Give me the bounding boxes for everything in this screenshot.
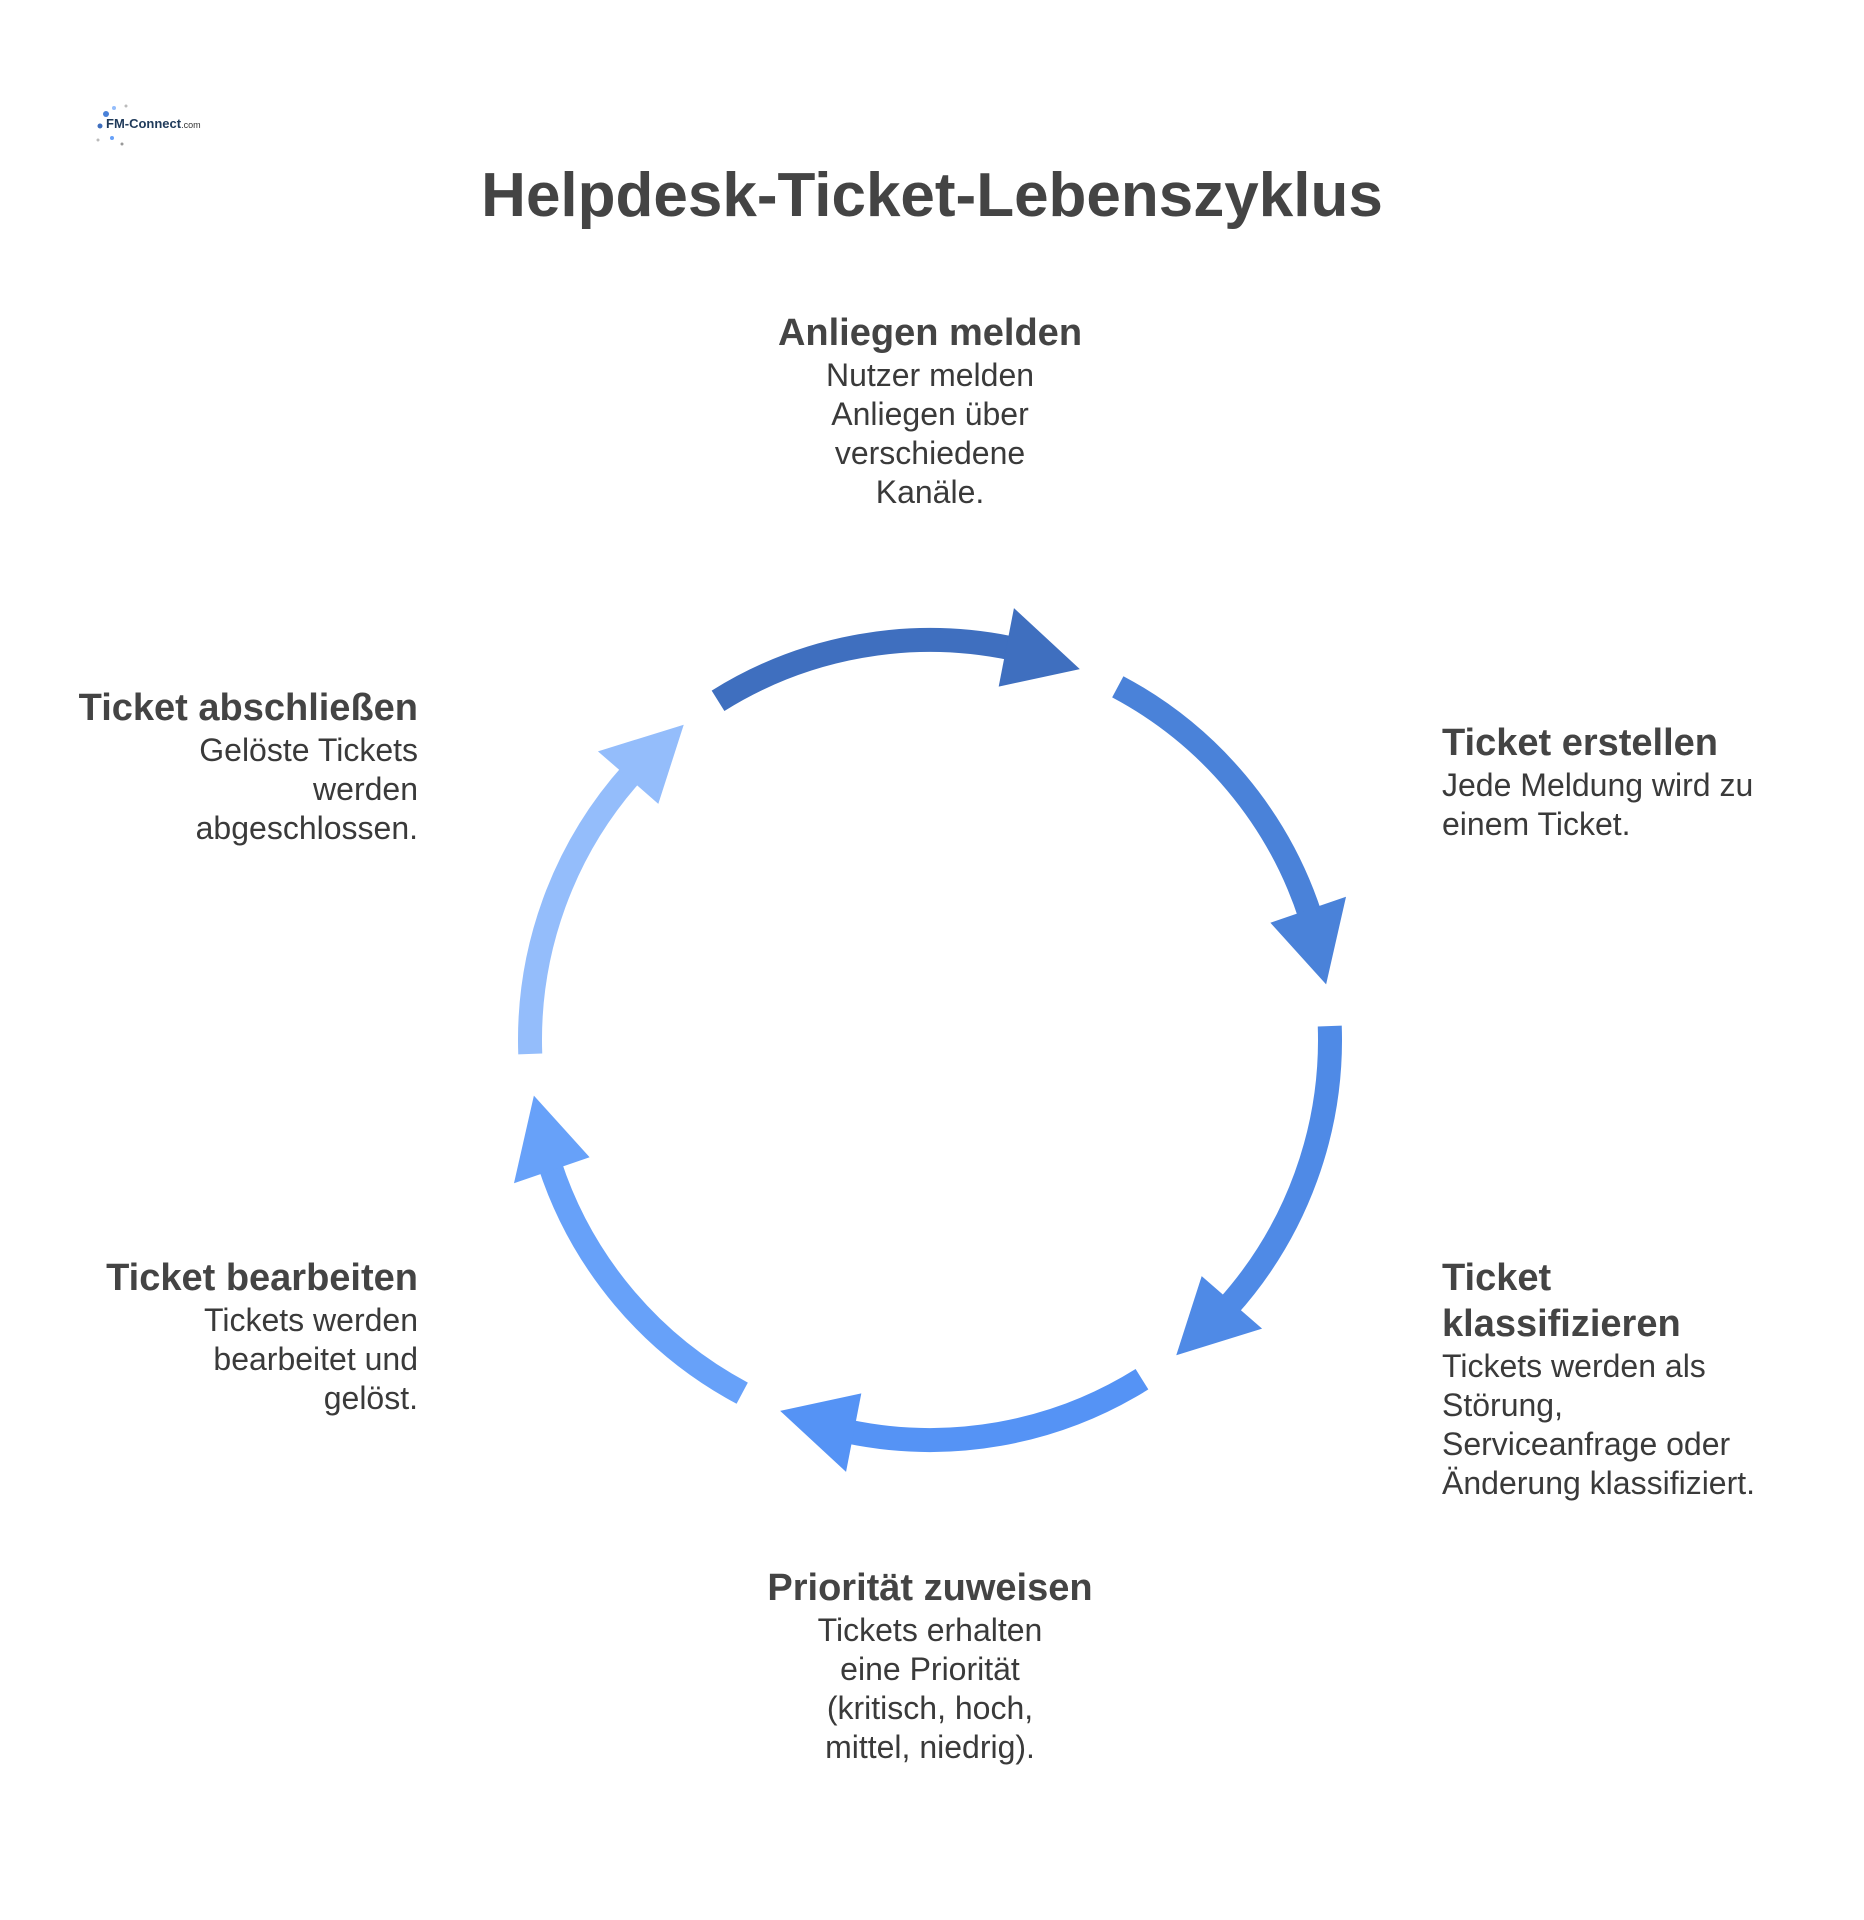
step-title: Priorität zuweisen [767, 1567, 1093, 1609]
arrow-head-icon [1270, 897, 1346, 985]
arrow-to-abschliessen [514, 1096, 742, 1394]
arrow-shaft [550, 1164, 743, 1394]
step-title: Ticket erstellen [1442, 722, 1719, 764]
arrow-head-icon [780, 1393, 861, 1472]
step-anliegen-melden [740, 310, 1120, 512]
step-ticket-klassifizieren [1442, 1255, 1762, 1503]
step-description: Tickets werden als Störung, Serviceanfrage oder Änderung klassifiziert. [1442, 1348, 1756, 1501]
logo-text: FM-Connect.com [106, 116, 201, 131]
arrow-shaft [718, 640, 1013, 701]
step-title: Ticket abschließen [78, 687, 418, 729]
arrow-to-prioritaet [1176, 1026, 1330, 1355]
arrow-shaft [847, 1379, 1142, 1440]
step-title: Anliegen melden [777, 312, 1083, 354]
arrow-to-anliegen-melden [530, 725, 684, 1054]
step-ticket-abschliessen [60, 685, 418, 848]
arrow-to-klassifizieren [1118, 687, 1346, 985]
step-title: Ticket bearbeiten [106, 1257, 418, 1299]
step-title: Ticket klassifizieren [1442, 1257, 1681, 1345]
arrow-to-ticket-erstellen [718, 608, 1080, 701]
step-description: Tickets erhalten eine Priorität (kritisch, hoch, mittel, niedrig). [817, 1612, 1043, 1765]
step-ticket-erstellen [1442, 720, 1772, 844]
step-description: Jede Meldung wird zu einem Ticket. [1442, 767, 1754, 842]
arrow-to-bearbeiten [780, 1379, 1142, 1472]
arrow-shaft [1227, 1026, 1330, 1308]
step-description: Gelöste Tickets werden abgeschlossen. [195, 732, 418, 846]
diagram-title: Helpdesk-Ticket-Lebenszyklus [481, 161, 1383, 230]
step-ticket-bearbeiten [100, 1255, 418, 1418]
step-description: Tickets werden bearbeitet und gelöst. [204, 1302, 418, 1416]
step-prioritaet-zuweisen [740, 1565, 1120, 1767]
arrow-shaft [1118, 687, 1311, 917]
step-description: Nutzer melden Anliegen über verschiedene Kanäle. [825, 357, 1035, 510]
arrow-shaft [530, 772, 633, 1054]
arrow-head-icon [999, 608, 1080, 687]
arrow-head-icon [514, 1096, 590, 1184]
